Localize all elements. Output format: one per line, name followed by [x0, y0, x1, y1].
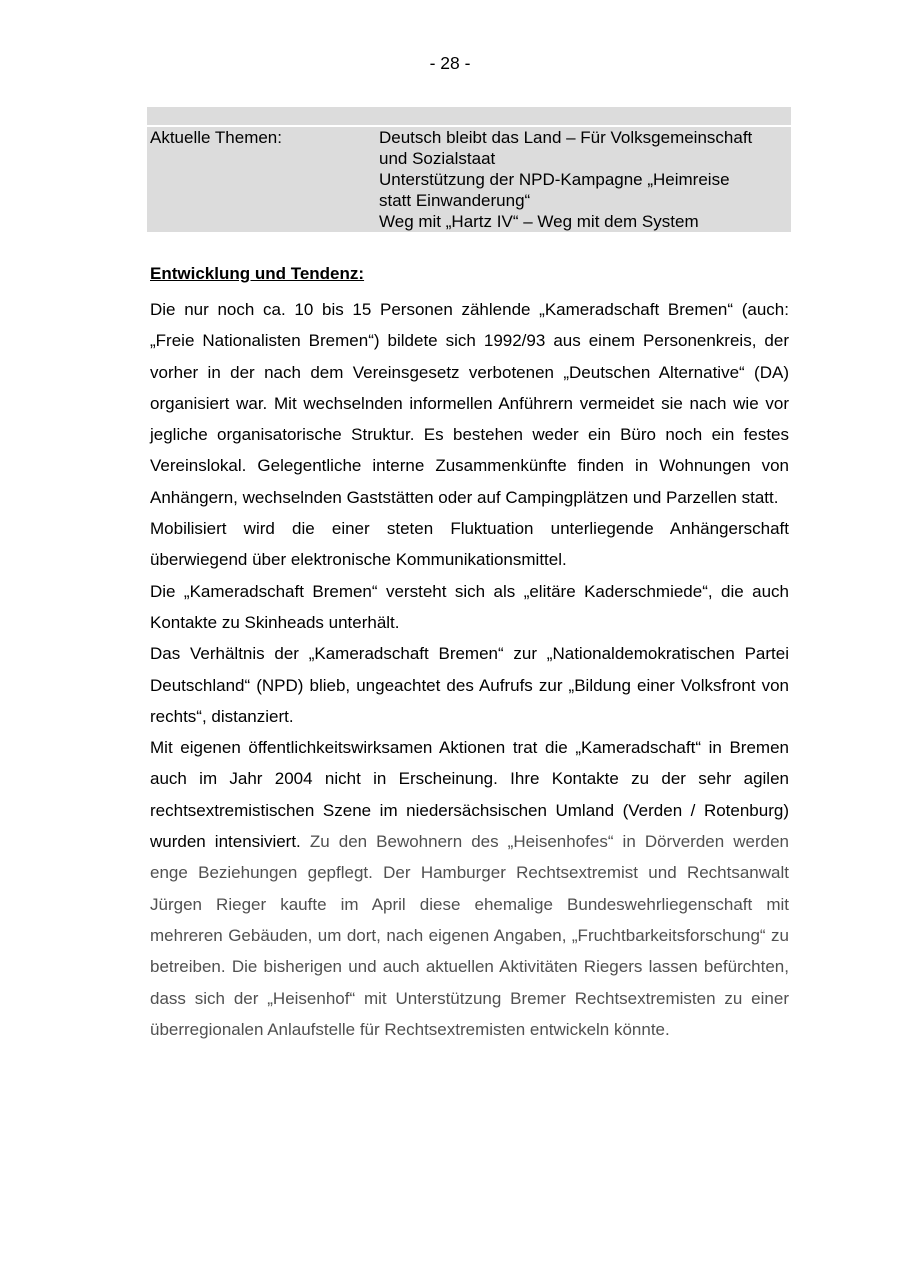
- page-number: - 28 -: [429, 53, 471, 73]
- topics-label: Aktuelle Themen:: [150, 128, 282, 147]
- main-content: [150, 263, 789, 1045]
- topics-line: und Sozialstaat: [379, 149, 496, 168]
- topics-line: Weg mit „Hartz IV“ – Weg mit dem System: [379, 212, 699, 231]
- table-spacer-row: [147, 107, 791, 127]
- paragraph: Mobilisiert wird die einer steten Fluktuation unterliegende Anhängerschaft überwiegend über elektronische Kommunikationsmittel.: [150, 519, 789, 570]
- paragraph: Die nur noch ca. 10 bis 15 Personen zählende „Kameradschaft Bremen“ (auch: „Freie Nationalisten Bremen“) bildete sich 1992/93 aus einem Personenkreis, der vorher in der nach dem Vereinsgesetz verbotenen „Deutschen Alternative“ (DA) organisiert war. Mit wechselnden informellen Anführern vermeidet sie nach wie vor jegliche organisatorische Struktur. Es bestehen weder ein Büro noch ein festes Vereinslokal. Gelegentliche interne Zusammenkünfte finden in Wohnungen von Anhängern, wechselnden Gaststätten oder auf Campingplätzen und Parzellen statt.: [150, 300, 789, 507]
- topics-line: Deutsch bleibt das Land – Für Volksgemeinschaft: [379, 128, 753, 147]
- paragraph-text-gray: Zu den Bewohnern des „Heisenhofes“ in Dörverden werden enge Beziehungen gepflegt. Der Hamburger Rechtsextremist und Rechtsanwalt Jürgen Rieger kaufte im April diese ehemalige Bundeswehrliegenschaft mit mehreren Gebäuden, um dort, nach eigenen Angaben, „Fruchtbarkeitsforschung“ zu betreiben. Die bisherigen und auch aktuellen Aktivitäten Riegers lassen befürchten, dass sich der „Heisenhof“ mit Unterstützung Bremer Rechtsextremisten zu einer überregionalen Anlaufstelle für Rechtsextremisten entwickeln könnte.: [150, 832, 789, 1039]
- topics-line: Unterstützung der NPD-Kampagne „Heimreise: [379, 170, 730, 189]
- paragraph-text-black: Mit eigenen öffentlichkeitswirksamen Aktionen trat die „Kameradschaft“ in Bremen auch im Jahr 2004 nicht in Erscheinung. Ihre Kontakte zu der sehr agilen rechtsextremistischen Szene im niedersächsischen Umland (Verden / Rotenburg) wurden intensiviert.: [150, 738, 789, 852]
- section-heading: Entwicklung und Tendenz:: [150, 264, 365, 283]
- paragraph: [150, 732, 789, 1045]
- topics-table: [147, 107, 791, 232]
- paragraph: Das Verhältnis der „Kameradschaft Bremen“ zur „Nationaldemokratischen Partei Deutschland“ (NPD) blieb, ungeachtet des Aufrufs zur „Bildung einer Volksfront von rechts“, distanziert.: [150, 644, 789, 726]
- topics-value: [379, 127, 791, 232]
- topics-line: statt Einwanderung“: [379, 191, 531, 210]
- topics-row: [147, 127, 791, 232]
- paragraph: Die „Kameradschaft Bremen“ versteht sich als „elitäre Kaderschmiede“, die auch Kontakte zu Skinheads unterhält.: [150, 581, 789, 632]
